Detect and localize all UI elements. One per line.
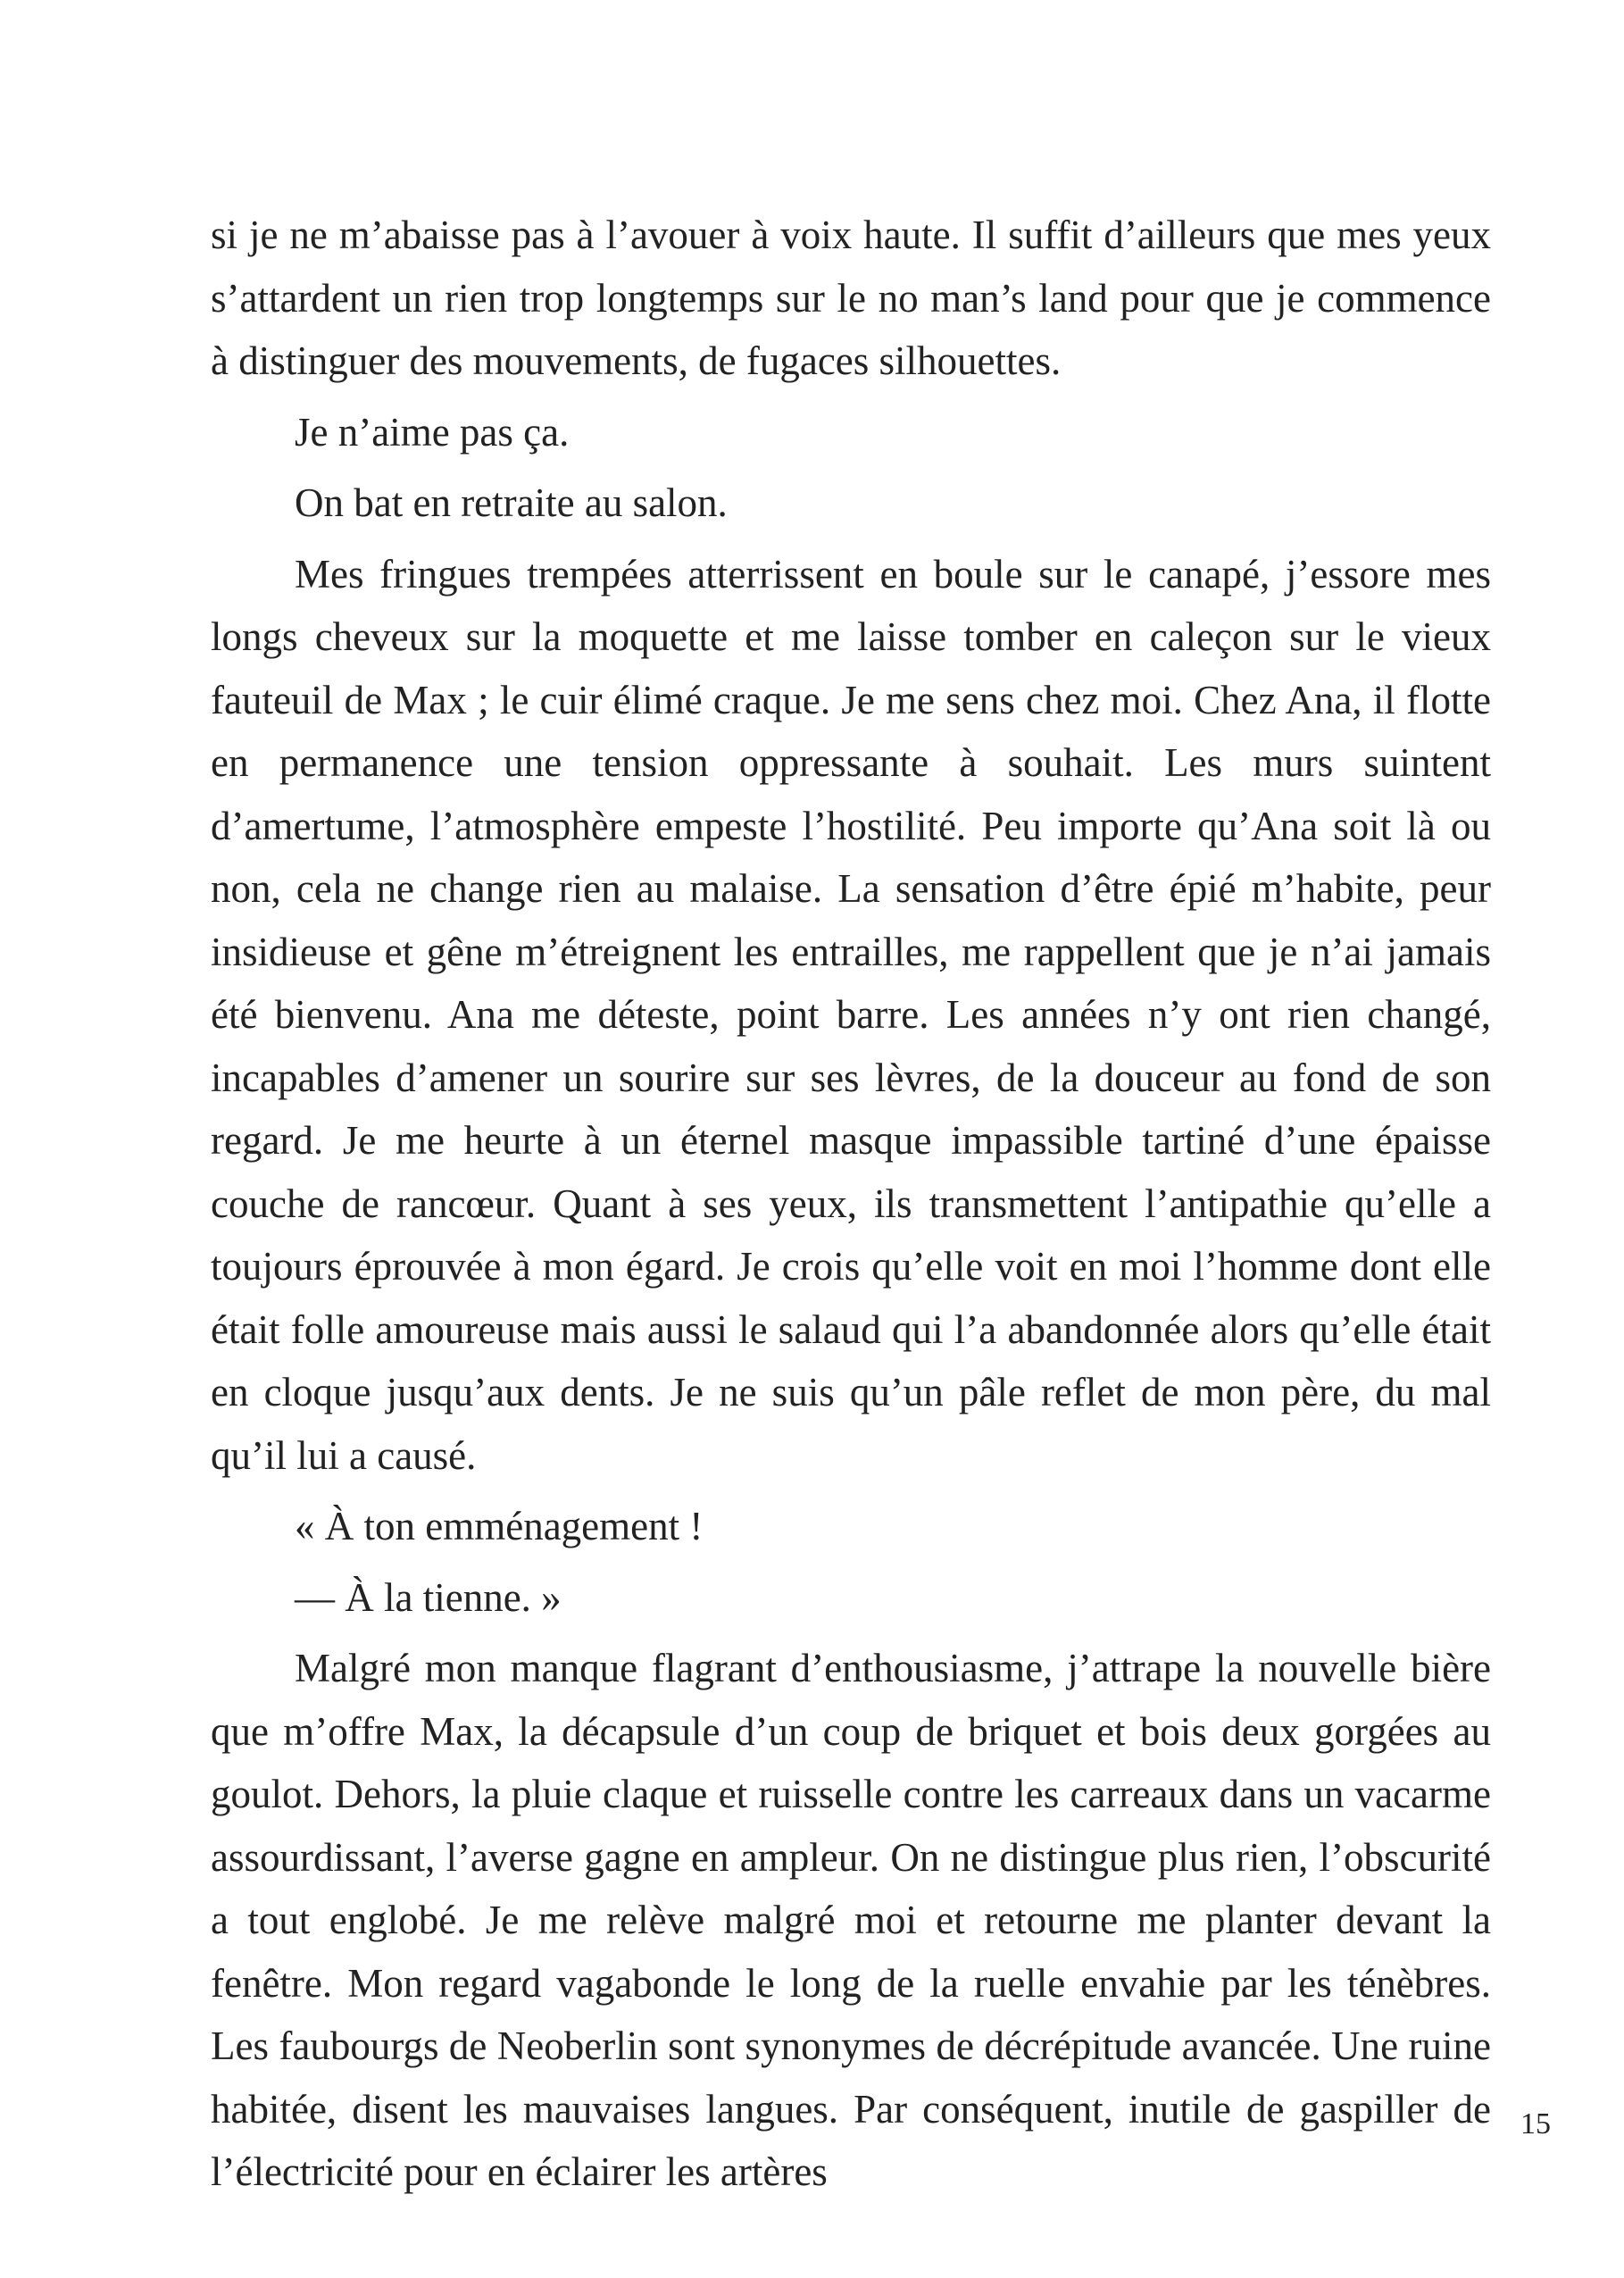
- paragraph-continued: si je ne m’abaisse pas à l’avouer à voix haute. Il suffit d’ailleurs que mes yeux s’attardent un rien trop longtemps sur le no man’s land pour que je commence à distinguer des mouvements, de fugaces silhouettes.: [211, 213, 1491, 383]
- dialogue-line: « À ton emménagement !: [295, 1504, 704, 1548]
- dialogue-line: — À la tienne. »: [295, 1574, 562, 1620]
- paragraph: Mes fringues trempées atterrissent en boule sur le canapé, j’essore mes longs cheveux sur la moquette et me laisse tomber en caleçon sur le vieux fauteuil de Max ; le cuir élimé craque. Je me sens chez moi. Chez Ana, il flotte en permanence une tension oppressante à souhait. Les murs suintent d’amertume, l’atmosphère empeste l’hostilité. Peu importe qu’Ana soit là ou non, cela ne change rien au malaise. La sensation d’être épié m’habite, peur insidieuse et gêne m’étreignent les entrailles, me rappellent que je n’ai jamais été bienvenu. Ana me déteste, point barre. Les années n’y ont rien changé, incapables d’amener un sourire sur ses lèvres, de la douceur au fond de son regard. Je me heurte à un éternel masque impassible tartiné d’une épaisse couche de rancœur. Quant à ses yeux, ils transmettent l’antipathie qu’elle a toujours éprouvée à mon égard. Je crois qu’elle voit en moi l’homme dont elle était folle amoureuse mais aussi le salaud qui l’a abandonnée alors qu’elle était en cloque jusqu’aux dents. Je ne suis qu’un pâle reflet de mon père, du mal qu’il lui a causé.: [211, 551, 1491, 1478]
- body-text: [211, 204, 1491, 2212]
- paragraph: On bat en retraite au salon.: [295, 480, 728, 525]
- paragraph: Malgré mon manque flagrant d’enthousiasme, j’attrape la nouvelle bière que m’offre Max, la décapsule d’un coup de briquet et bois deux gorgées au goulot. Dehors, la pluie claque et ruisselle contre les carreaux dans un vacarme assourdissant, l’averse gagne en ampleur. On ne distingue plus rien, l’obscurité a tout englobé. Je me relève malgré moi et retourne me planter devant la fenêtre. Mon regard vagabonde le long de la ruelle envahie par les ténèbres. Les faubourgs de Neoberlin sont synonymes de décrépitude avancée. Une ruine habitée, disent les mauvaises langues. Par conséquent, inutile de gaspiller de l’électricité pour en éclairer les artères: [211, 1646, 1491, 2194]
- paragraph: Je n’aime pas ça.: [295, 409, 570, 455]
- page-number: 15: [1520, 2107, 1551, 2140]
